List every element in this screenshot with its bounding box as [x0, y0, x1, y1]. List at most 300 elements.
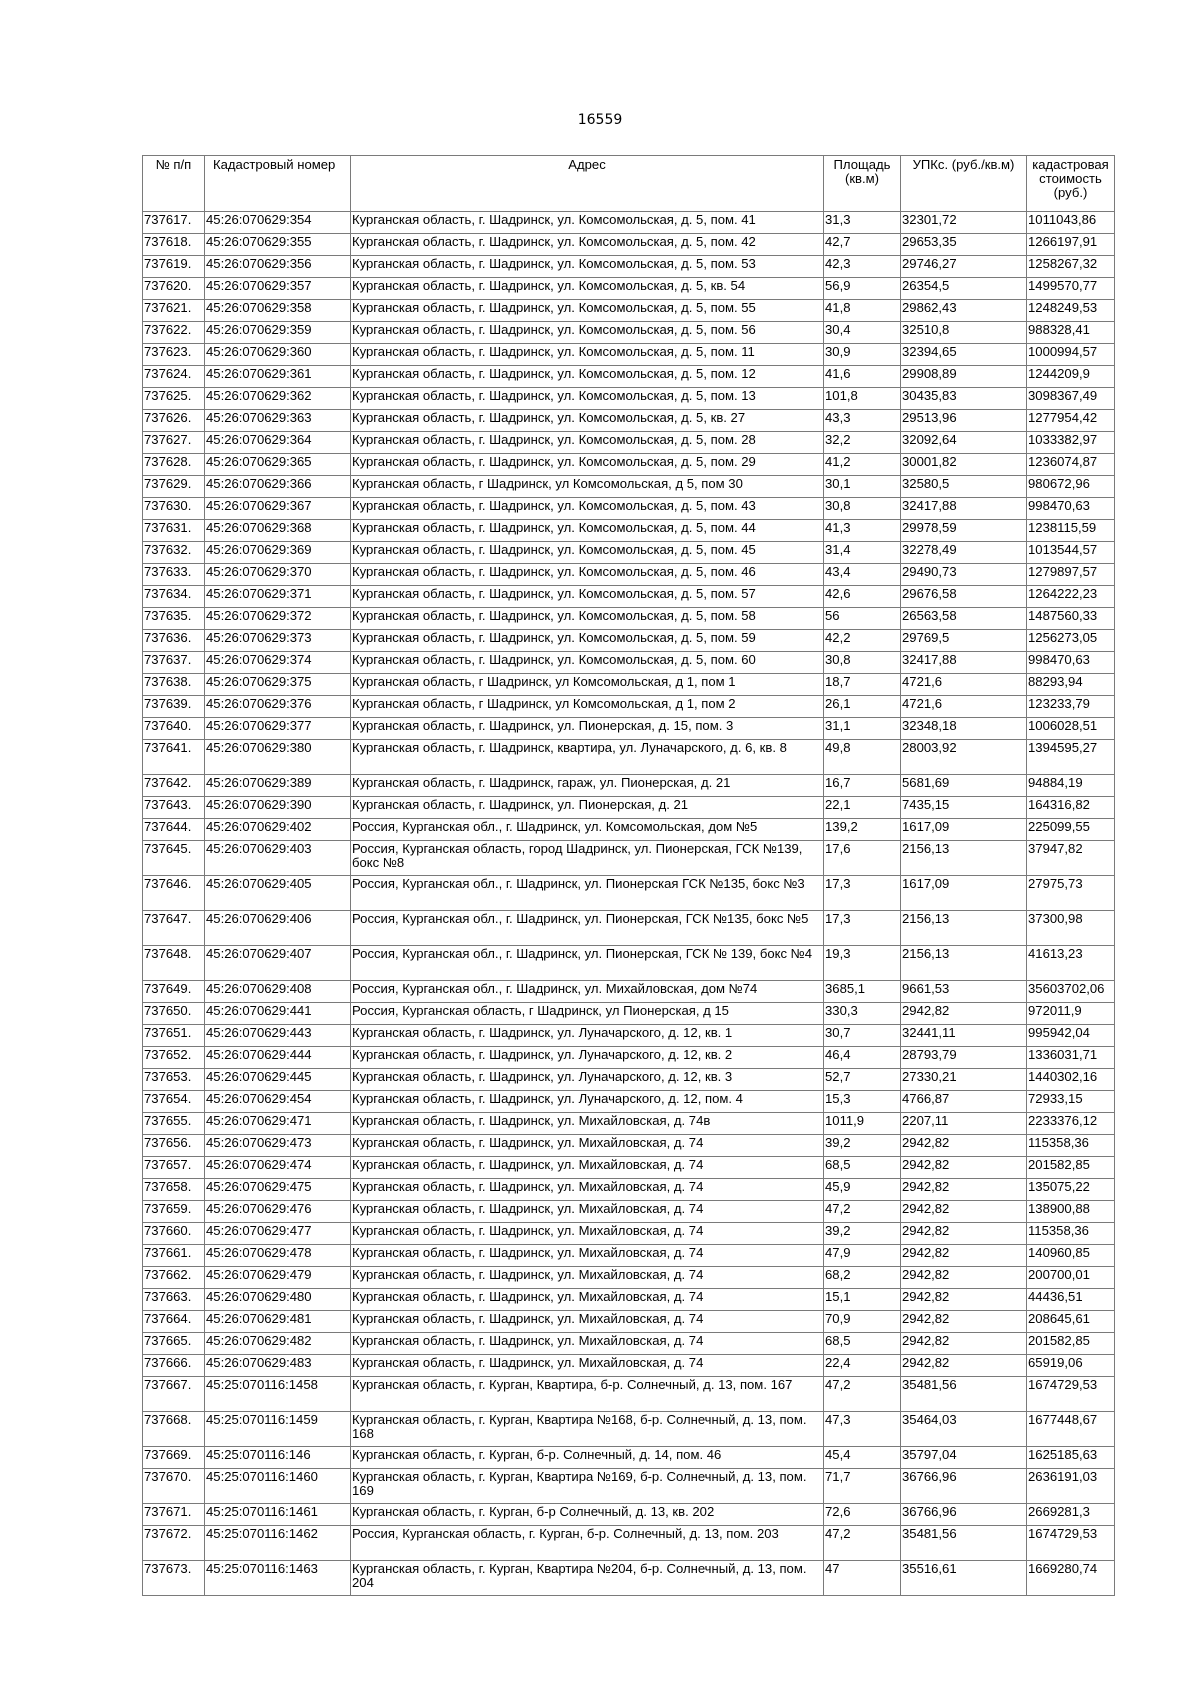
cadastral-value: 164316,82	[1027, 797, 1115, 819]
row-number: 737632.	[143, 542, 205, 564]
row-number: 737637.	[143, 652, 205, 674]
upks-rate: 32394,65	[901, 344, 1027, 366]
cadastral-number: 45:26:070629:475	[205, 1179, 351, 1201]
row-number: 737668.	[143, 1412, 205, 1447]
address: Курганская область, г. Шадринск, ул. Михайловская, д. 74	[351, 1355, 824, 1377]
row-number: 737660.	[143, 1223, 205, 1245]
upks-rate: 4721,6	[901, 696, 1027, 718]
row-number: 737646.	[143, 876, 205, 911]
cadastral-value: 2669281,3	[1027, 1504, 1115, 1526]
upks-rate: 26354,5	[901, 278, 1027, 300]
table-row	[143, 1003, 1115, 1025]
area: 41,6	[824, 366, 901, 388]
cadastral-value: 1244209,9	[1027, 366, 1115, 388]
table-row	[143, 410, 1115, 432]
row-number: 737624.	[143, 366, 205, 388]
cadastral-value: 1394595,27	[1027, 740, 1115, 775]
column-header-cadastral-value: кадастровая стоимость (руб.)	[1027, 156, 1115, 212]
upks-rate: 2942,82	[901, 1003, 1027, 1025]
upks-rate: 35481,56	[901, 1377, 1027, 1412]
row-number: 737652.	[143, 1047, 205, 1069]
cadastral-value: 1499570,77	[1027, 278, 1115, 300]
cadastral-number: 45:26:070629:373	[205, 630, 351, 652]
area: 47,2	[824, 1377, 901, 1412]
row-number: 737651.	[143, 1025, 205, 1047]
area: 56	[824, 608, 901, 630]
cadastral-number: 45:25:070116:1462	[205, 1526, 351, 1561]
cadastral-value: 140960,85	[1027, 1245, 1115, 1267]
cadastral-value: 1006028,51	[1027, 718, 1115, 740]
table-row	[143, 1469, 1115, 1504]
row-number: 737619.	[143, 256, 205, 278]
row-number: 737620.	[143, 278, 205, 300]
table-row	[143, 1355, 1115, 1377]
cadastral-number: 45:26:070629:441	[205, 1003, 351, 1025]
row-number: 737636.	[143, 630, 205, 652]
area: 68,5	[824, 1333, 901, 1355]
area: 68,5	[824, 1157, 901, 1179]
area: 70,9	[824, 1311, 901, 1333]
cadastral-number: 45:26:070629:375	[205, 674, 351, 696]
cadastral-number: 45:26:070629:376	[205, 696, 351, 718]
area: 3685,1	[824, 981, 901, 1003]
table-row	[143, 498, 1115, 520]
table-row	[143, 911, 1115, 946]
table-row	[143, 608, 1115, 630]
address: Курганская область, г. Шадринск, ул. Михайловская, д. 74	[351, 1245, 824, 1267]
area: 330,3	[824, 1003, 901, 1025]
cadastral-value-table	[142, 155, 1115, 1596]
cadastral-number: 45:26:070629:365	[205, 454, 351, 476]
address: Курганская область, г. Курган, Квартира №204, б-р. Солнечный, д. 13, пом. 204	[351, 1561, 824, 1596]
row-number: 737630.	[143, 498, 205, 520]
upks-rate: 2156,13	[901, 946, 1027, 981]
table-body	[143, 212, 1115, 1596]
cadastral-value: 41613,23	[1027, 946, 1115, 981]
upks-rate: 27330,21	[901, 1069, 1027, 1091]
cadastral-value: 1669280,74	[1027, 1561, 1115, 1596]
address: Курганская область, г. Шадринск, ул. Михайловская, д. 74	[351, 1223, 824, 1245]
address: Курганская область, г. Шадринск, ул. Комсомольская, д. 5, пом. 12	[351, 366, 824, 388]
row-number: 737621.	[143, 300, 205, 322]
row-number: 737644.	[143, 819, 205, 841]
upks-rate: 2942,82	[901, 1289, 1027, 1311]
address: Россия, Курганская обл., г. Шадринск, ул. Пионерская, ГСК № 139, бокс №4	[351, 946, 824, 981]
row-number: 737653.	[143, 1069, 205, 1091]
upks-rate: 29513,96	[901, 410, 1027, 432]
upks-rate: 32301,72	[901, 212, 1027, 234]
upks-rate: 35481,56	[901, 1526, 1027, 1561]
cadastral-value: 201582,85	[1027, 1333, 1115, 1355]
cadastral-value: 1236074,87	[1027, 454, 1115, 476]
cadastral-value: 1336031,71	[1027, 1047, 1115, 1069]
cadastral-number: 45:26:070629:371	[205, 586, 351, 608]
row-number: 737659.	[143, 1201, 205, 1223]
row-number: 737623.	[143, 344, 205, 366]
table-row	[143, 1333, 1115, 1355]
address: Курганская область, г. Шадринск, ул. Комсомольская, д. 5, пом. 11	[351, 344, 824, 366]
address: Курганская область, г. Курган, Квартира №168, б-р. Солнечный, д. 13, пом. 168	[351, 1412, 824, 1447]
address: Курганская область, г. Шадринск, ул. Пионерская, д. 21	[351, 797, 824, 819]
area: 52,7	[824, 1069, 901, 1091]
cadastral-value: 1264222,23	[1027, 586, 1115, 608]
area: 16,7	[824, 775, 901, 797]
upks-rate: 1617,09	[901, 876, 1027, 911]
table-row	[143, 797, 1115, 819]
cadastral-value: 998470,63	[1027, 652, 1115, 674]
area: 31,3	[824, 212, 901, 234]
cadastral-value: 37947,82	[1027, 841, 1115, 876]
address: Курганская область, г. Шадринск, ул. Луначарского, д. 12, кв. 2	[351, 1047, 824, 1069]
area: 41,3	[824, 520, 901, 542]
area: 42,6	[824, 586, 901, 608]
area: 47,2	[824, 1201, 901, 1223]
upks-rate: 29862,43	[901, 300, 1027, 322]
upks-rate: 29746,27	[901, 256, 1027, 278]
cadastral-number: 45:26:070629:445	[205, 1069, 351, 1091]
row-number: 737625.	[143, 388, 205, 410]
cadastral-value: 44436,51	[1027, 1289, 1115, 1311]
table-row	[143, 1526, 1115, 1561]
address: Россия, Курганская область, г Шадринск, ул Пионерская, д 15	[351, 1003, 824, 1025]
upks-rate: 26563,58	[901, 608, 1027, 630]
upks-rate: 2942,82	[901, 1245, 1027, 1267]
cadastral-value: 1487560,33	[1027, 608, 1115, 630]
table-row	[143, 775, 1115, 797]
table-row	[143, 674, 1115, 696]
area: 30,9	[824, 344, 901, 366]
row-number: 737650.	[143, 1003, 205, 1025]
area: 39,2	[824, 1223, 901, 1245]
upks-rate: 35797,04	[901, 1447, 1027, 1469]
area: 42,7	[824, 234, 901, 256]
cadastral-value: 138900,88	[1027, 1201, 1115, 1223]
row-number: 737643.	[143, 797, 205, 819]
row-number: 737631.	[143, 520, 205, 542]
row-number: 737663.	[143, 1289, 205, 1311]
cadastral-number: 45:26:070629:471	[205, 1113, 351, 1135]
upks-rate: 35516,61	[901, 1561, 1027, 1596]
cadastral-number: 45:26:070629:405	[205, 876, 351, 911]
area: 47,2	[824, 1526, 901, 1561]
address: Курганская область, г. Шадринск, ул. Комсомольская, д. 5, пом. 13	[351, 388, 824, 410]
area: 15,3	[824, 1091, 901, 1113]
cadastral-value: 1013544,57	[1027, 542, 1115, 564]
cadastral-value: 65919,06	[1027, 1355, 1115, 1377]
cadastral-value: 115358,36	[1027, 1135, 1115, 1157]
address: Курганская область, г. Шадринск, ул. Комсомольская, д. 5, пом. 59	[351, 630, 824, 652]
row-number: 737664.	[143, 1311, 205, 1333]
address: Курганская область, г. Шадринск, ул. Пионерская, д. 15, пом. 3	[351, 718, 824, 740]
address: Курганская область, г. Шадринск, ул. Луначарского, д. 12, пом. 4	[351, 1091, 824, 1113]
row-number: 737672.	[143, 1526, 205, 1561]
cadastral-value: 123233,79	[1027, 696, 1115, 718]
address: Курганская область, г. Шадринск, ул. Комсомольская, д. 5, пом. 28	[351, 432, 824, 454]
row-number: 737673.	[143, 1561, 205, 1596]
address: Курганская область, г. Шадринск, ул. Луначарского, д. 12, кв. 3	[351, 1069, 824, 1091]
cadastral-number: 45:26:070629:372	[205, 608, 351, 630]
cadastral-number: 45:26:070629:408	[205, 981, 351, 1003]
table-row	[143, 876, 1115, 911]
cadastral-value: 200700,01	[1027, 1267, 1115, 1289]
row-number: 737617.	[143, 212, 205, 234]
cadastral-value: 201582,85	[1027, 1157, 1115, 1179]
page-number: 16559	[577, 112, 623, 128]
area: 17,6	[824, 841, 901, 876]
upks-rate: 2942,82	[901, 1267, 1027, 1289]
cadastral-number: 45:26:070629:474	[205, 1157, 351, 1179]
column-header-cadastral-number: Кадастровый номер	[205, 156, 351, 212]
row-number: 737628.	[143, 454, 205, 476]
cadastral-value: 3098367,49	[1027, 388, 1115, 410]
cadastral-number: 45:26:070629:389	[205, 775, 351, 797]
cadastral-value: 2636191,03	[1027, 1469, 1115, 1504]
row-number: 737629.	[143, 476, 205, 498]
address: Курганская область, г. Шадринск, ул. Комсомольская, д. 5, пом. 55	[351, 300, 824, 322]
table-row	[143, 454, 1115, 476]
area: 39,2	[824, 1135, 901, 1157]
area: 45,4	[824, 1447, 901, 1469]
row-number: 737661.	[143, 1245, 205, 1267]
cadastral-number: 45:26:070629:362	[205, 388, 351, 410]
address: Россия, Курганская область, г. Курган, б-р. Солнечный, д. 13, пом. 203	[351, 1526, 824, 1561]
address: Курганская область, г. Шадринск, ул. Комсомольская, д. 5, пом. 58	[351, 608, 824, 630]
address: Курганская область, г. Шадринск, ул. Комсомольская, д. 5, пом. 56	[351, 322, 824, 344]
address: Курганская область, г. Шадринск, ул. Михайловская, д. 74	[351, 1201, 824, 1223]
table-row	[143, 564, 1115, 586]
upks-rate: 29490,73	[901, 564, 1027, 586]
row-number: 737635.	[143, 608, 205, 630]
address: Курганская область, г. Шадринск, ул. Комсомольская, д. 5, пом. 44	[351, 520, 824, 542]
cadastral-value: 995942,04	[1027, 1025, 1115, 1047]
address: Курганская область, г. Шадринск, гараж, ул. Пионерская, д. 21	[351, 775, 824, 797]
table-row	[143, 981, 1115, 1003]
cadastral-number: 45:26:070629:367	[205, 498, 351, 520]
cadastral-value: 1256273,05	[1027, 630, 1115, 652]
area: 71,7	[824, 1469, 901, 1504]
table-row	[143, 1135, 1115, 1157]
cadastral-value: 972011,9	[1027, 1003, 1115, 1025]
cadastral-value: 988328,41	[1027, 322, 1115, 344]
cadastral-number: 45:25:070116:1461	[205, 1504, 351, 1526]
cadastral-number: 45:26:070629:370	[205, 564, 351, 586]
upks-rate: 29653,35	[901, 234, 1027, 256]
table-row	[143, 322, 1115, 344]
row-number: 737656.	[143, 1135, 205, 1157]
upks-rate: 30435,83	[901, 388, 1027, 410]
row-number: 737645.	[143, 841, 205, 876]
cadastral-value: 115358,36	[1027, 1223, 1115, 1245]
table-row	[143, 1047, 1115, 1069]
address: Курганская область, г. Шадринск, квартира, ул. Луначарского, д. 6, кв. 8	[351, 740, 824, 775]
row-number: 737665.	[143, 1333, 205, 1355]
address: Курганская область, г. Шадринск, ул. Комсомольская, д. 5, пом. 43	[351, 498, 824, 520]
cadastral-value: 1279897,57	[1027, 564, 1115, 586]
cadastral-number: 45:26:070629:479	[205, 1267, 351, 1289]
cadastral-number: 45:25:070116:1463	[205, 1561, 351, 1596]
table-row	[143, 432, 1115, 454]
area: 139,2	[824, 819, 901, 841]
upks-rate: 2156,13	[901, 911, 1027, 946]
address: Курганская область, г. Шадринск, ул. Комсомольская, д. 5, пом. 46	[351, 564, 824, 586]
upks-rate: 1617,09	[901, 819, 1027, 841]
upks-rate: 28793,79	[901, 1047, 1027, 1069]
table-row	[143, 819, 1115, 841]
area: 47,3	[824, 1412, 901, 1447]
cadastral-value: 1625185,63	[1027, 1447, 1115, 1469]
area: 30,1	[824, 476, 901, 498]
row-number: 737622.	[143, 322, 205, 344]
row-number: 737648.	[143, 946, 205, 981]
cadastral-number: 45:25:070116:1460	[205, 1469, 351, 1504]
upks-rate: 32441,11	[901, 1025, 1027, 1047]
upks-rate: 2942,82	[901, 1201, 1027, 1223]
cadastral-number: 45:25:070116:146	[205, 1447, 351, 1469]
area: 43,3	[824, 410, 901, 432]
table-row	[143, 542, 1115, 564]
cadastral-number: 45:26:070629:354	[205, 212, 351, 234]
cadastral-value: 1238115,59	[1027, 520, 1115, 542]
area: 46,4	[824, 1047, 901, 1069]
area: 45,9	[824, 1179, 901, 1201]
table-row	[143, 1025, 1115, 1047]
address: Россия, Курганская обл., г. Шадринск, ул. Пионерская ГСК №135, бокс №3	[351, 876, 824, 911]
cadastral-number: 45:25:070116:1459	[205, 1412, 351, 1447]
upks-rate: 2942,82	[901, 1223, 1027, 1245]
cadastral-number: 45:26:070629:483	[205, 1355, 351, 1377]
area: 31,1	[824, 718, 901, 740]
address: Россия, Курганская обл., г. Шадринск, ул. Пионерская, ГСК №135, бокс №5	[351, 911, 824, 946]
area: 1011,9	[824, 1113, 901, 1135]
area: 47	[824, 1561, 901, 1596]
cadastral-number: 45:26:070629:478	[205, 1245, 351, 1267]
table-row	[143, 718, 1115, 740]
upks-rate: 29908,89	[901, 366, 1027, 388]
upks-rate: 9661,53	[901, 981, 1027, 1003]
cadastral-value: 135075,22	[1027, 1179, 1115, 1201]
upks-rate: 32510,8	[901, 322, 1027, 344]
upks-rate: 36766,96	[901, 1504, 1027, 1526]
row-number: 737670.	[143, 1469, 205, 1504]
address: Россия, Курганская обл., г. Шадринск, ул. Комсомольская, дом №5	[351, 819, 824, 841]
cadastral-value: 37300,98	[1027, 911, 1115, 946]
cadastral-number: 45:26:070629:390	[205, 797, 351, 819]
upks-rate: 32580,5	[901, 476, 1027, 498]
address: Курганская область, г. Шадринск, ул. Комсомольская, д. 5, пом. 53	[351, 256, 824, 278]
table-row	[143, 212, 1115, 234]
table-row	[143, 1561, 1115, 1596]
row-number: 737638.	[143, 674, 205, 696]
row-number: 737634.	[143, 586, 205, 608]
column-header-num: № п/п	[143, 156, 205, 212]
area: 15,1	[824, 1289, 901, 1311]
upks-rate: 30001,82	[901, 454, 1027, 476]
cadastral-value: 2233376,12	[1027, 1113, 1115, 1135]
address: Курганская область, г. Шадринск, ул. Луначарского, д. 12, кв. 1	[351, 1025, 824, 1047]
area: 49,8	[824, 740, 901, 775]
row-number: 737626.	[143, 410, 205, 432]
table-row	[143, 740, 1115, 775]
upks-rate: 29769,5	[901, 630, 1027, 652]
cadastral-value: 1674729,53	[1027, 1526, 1115, 1561]
row-number: 737639.	[143, 696, 205, 718]
cadastral-value: 1677448,67	[1027, 1412, 1115, 1447]
address: Курганская область, г. Курган, б-р. Солнечный, д. 14, пом. 46	[351, 1447, 824, 1469]
cadastral-number: 45:26:070629:482	[205, 1333, 351, 1355]
cadastral-number: 45:26:070629:407	[205, 946, 351, 981]
upks-rate: 2207,11	[901, 1113, 1027, 1135]
row-number: 737654.	[143, 1091, 205, 1113]
row-number: 737633.	[143, 564, 205, 586]
area: 30,4	[824, 322, 901, 344]
cadastral-number: 45:26:070629:476	[205, 1201, 351, 1223]
table-row	[143, 278, 1115, 300]
row-number: 737641.	[143, 740, 205, 775]
cadastral-value: 980672,96	[1027, 476, 1115, 498]
cadastral-value: 35603702,06	[1027, 981, 1115, 1003]
table-row	[143, 476, 1115, 498]
table-row	[143, 1069, 1115, 1091]
upks-rate: 5681,69	[901, 775, 1027, 797]
address: Курганская область, г. Шадринск, ул. Комсомольская, д. 5, пом. 45	[351, 542, 824, 564]
cadastral-number: 45:26:070629:357	[205, 278, 351, 300]
cadastral-number: 45:26:070629:363	[205, 410, 351, 432]
upks-rate: 28003,92	[901, 740, 1027, 775]
cadastral-number: 45:26:070629:366	[205, 476, 351, 498]
area: 42,2	[824, 630, 901, 652]
area: 72,6	[824, 1504, 901, 1526]
upks-rate: 32092,64	[901, 432, 1027, 454]
table-header-row	[143, 156, 1115, 212]
area: 43,4	[824, 564, 901, 586]
cadastral-number: 45:26:070629:380	[205, 740, 351, 775]
address: Курганская область, г. Шадринск, ул. Комсомольская, д. 5, пом. 57	[351, 586, 824, 608]
address: Курганская область, г. Курган, Квартира, б-р. Солнечный, д. 13, пом. 167	[351, 1377, 824, 1412]
area: 17,3	[824, 911, 901, 946]
column-header-address: Адрес	[351, 156, 824, 212]
area: 47,9	[824, 1245, 901, 1267]
table-row	[143, 1311, 1115, 1333]
row-number: 737627.	[143, 432, 205, 454]
cadastral-number: 45:26:070629:481	[205, 1311, 351, 1333]
area: 30,8	[824, 652, 901, 674]
area: 56,9	[824, 278, 901, 300]
cadastral-value: 1033382,97	[1027, 432, 1115, 454]
column-header-upks: УПКс. (руб./кв.м)	[901, 156, 1027, 212]
cadastral-number: 45:26:070629:356	[205, 256, 351, 278]
table-row	[143, 1245, 1115, 1267]
area: 68,2	[824, 1267, 901, 1289]
cadastral-number: 45:26:070629:360	[205, 344, 351, 366]
area: 22,4	[824, 1355, 901, 1377]
upks-rate: 36766,96	[901, 1469, 1027, 1504]
cadastral-value: 225099,55	[1027, 819, 1115, 841]
upks-rate: 2942,82	[901, 1135, 1027, 1157]
address: Россия, Курганская обл., г. Шадринск, ул. Михайловская, дом №74	[351, 981, 824, 1003]
cadastral-number: 45:26:070629:355	[205, 234, 351, 256]
table-row	[143, 1289, 1115, 1311]
table-row	[143, 841, 1115, 876]
table-row	[143, 1113, 1115, 1135]
area: 22,1	[824, 797, 901, 819]
upks-rate: 32417,88	[901, 498, 1027, 520]
cadastral-number: 45:26:070629:358	[205, 300, 351, 322]
upks-rate: 32348,18	[901, 718, 1027, 740]
row-number: 737657.	[143, 1157, 205, 1179]
row-number: 737642.	[143, 775, 205, 797]
table-row	[143, 1267, 1115, 1289]
upks-rate: 2942,82	[901, 1179, 1027, 1201]
